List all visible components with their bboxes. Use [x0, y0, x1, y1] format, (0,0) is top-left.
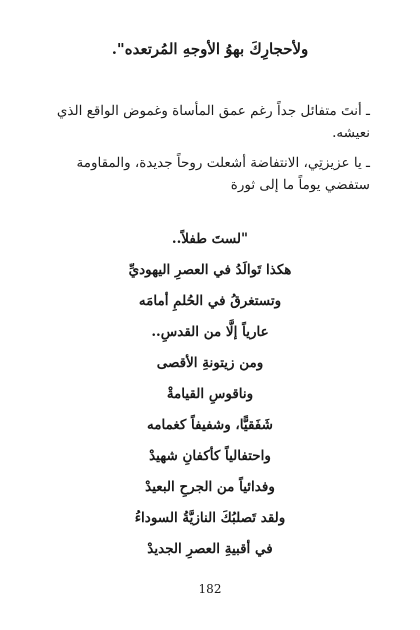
poem-line: ومن زيتونةِ الأقصى [156, 355, 264, 371]
poem-line: "لستَ طفلاً.. [171, 231, 249, 247]
dialogue-line: ـ أنتَ متفائل جداً رغم عمق المأساة وغموض الواقع الذي نعيشه. [56, 103, 370, 141]
poem-line: هكذا تَوالَدُ في العصرِ اليهوديِّ [128, 262, 292, 278]
poem-line: في أقبيةِ العصرِ الجديدْ [147, 541, 273, 557]
poem-line: ولقد تَصلبُكَ النازيَّةُ السوداءُ [134, 510, 286, 526]
page-number: 182 [198, 582, 222, 596]
poem-line: وناقوسِ القيامةْ [166, 386, 254, 402]
poem-closing-line: ولأحجارِكَ بهوُ الأوجهِ المُرتعده". [111, 40, 309, 58]
poem-stanza [60, 224, 360, 565]
dialogue-block [40, 100, 370, 204]
poem-line: واحتفالياً كأكفانِ شهيدْ [149, 448, 271, 464]
poem-line: وتستغرقُ في الحُلمِ أمامَه [138, 293, 282, 309]
dialogue-line: ـ يا عزيزتِي، الانتفاضة أشعلت روحاً جديدة، والمقاومة ستفضي يوماً ما إلى ثورة [76, 155, 370, 193]
poem-line: عارياً إلَّا من القدسِ.. [151, 324, 269, 340]
poem-line: شَفَقيًّا، وشفيفاً كغمامه [147, 417, 273, 433]
poem-line: وفدائياً من الجرحِ البعيدْ [145, 479, 275, 495]
